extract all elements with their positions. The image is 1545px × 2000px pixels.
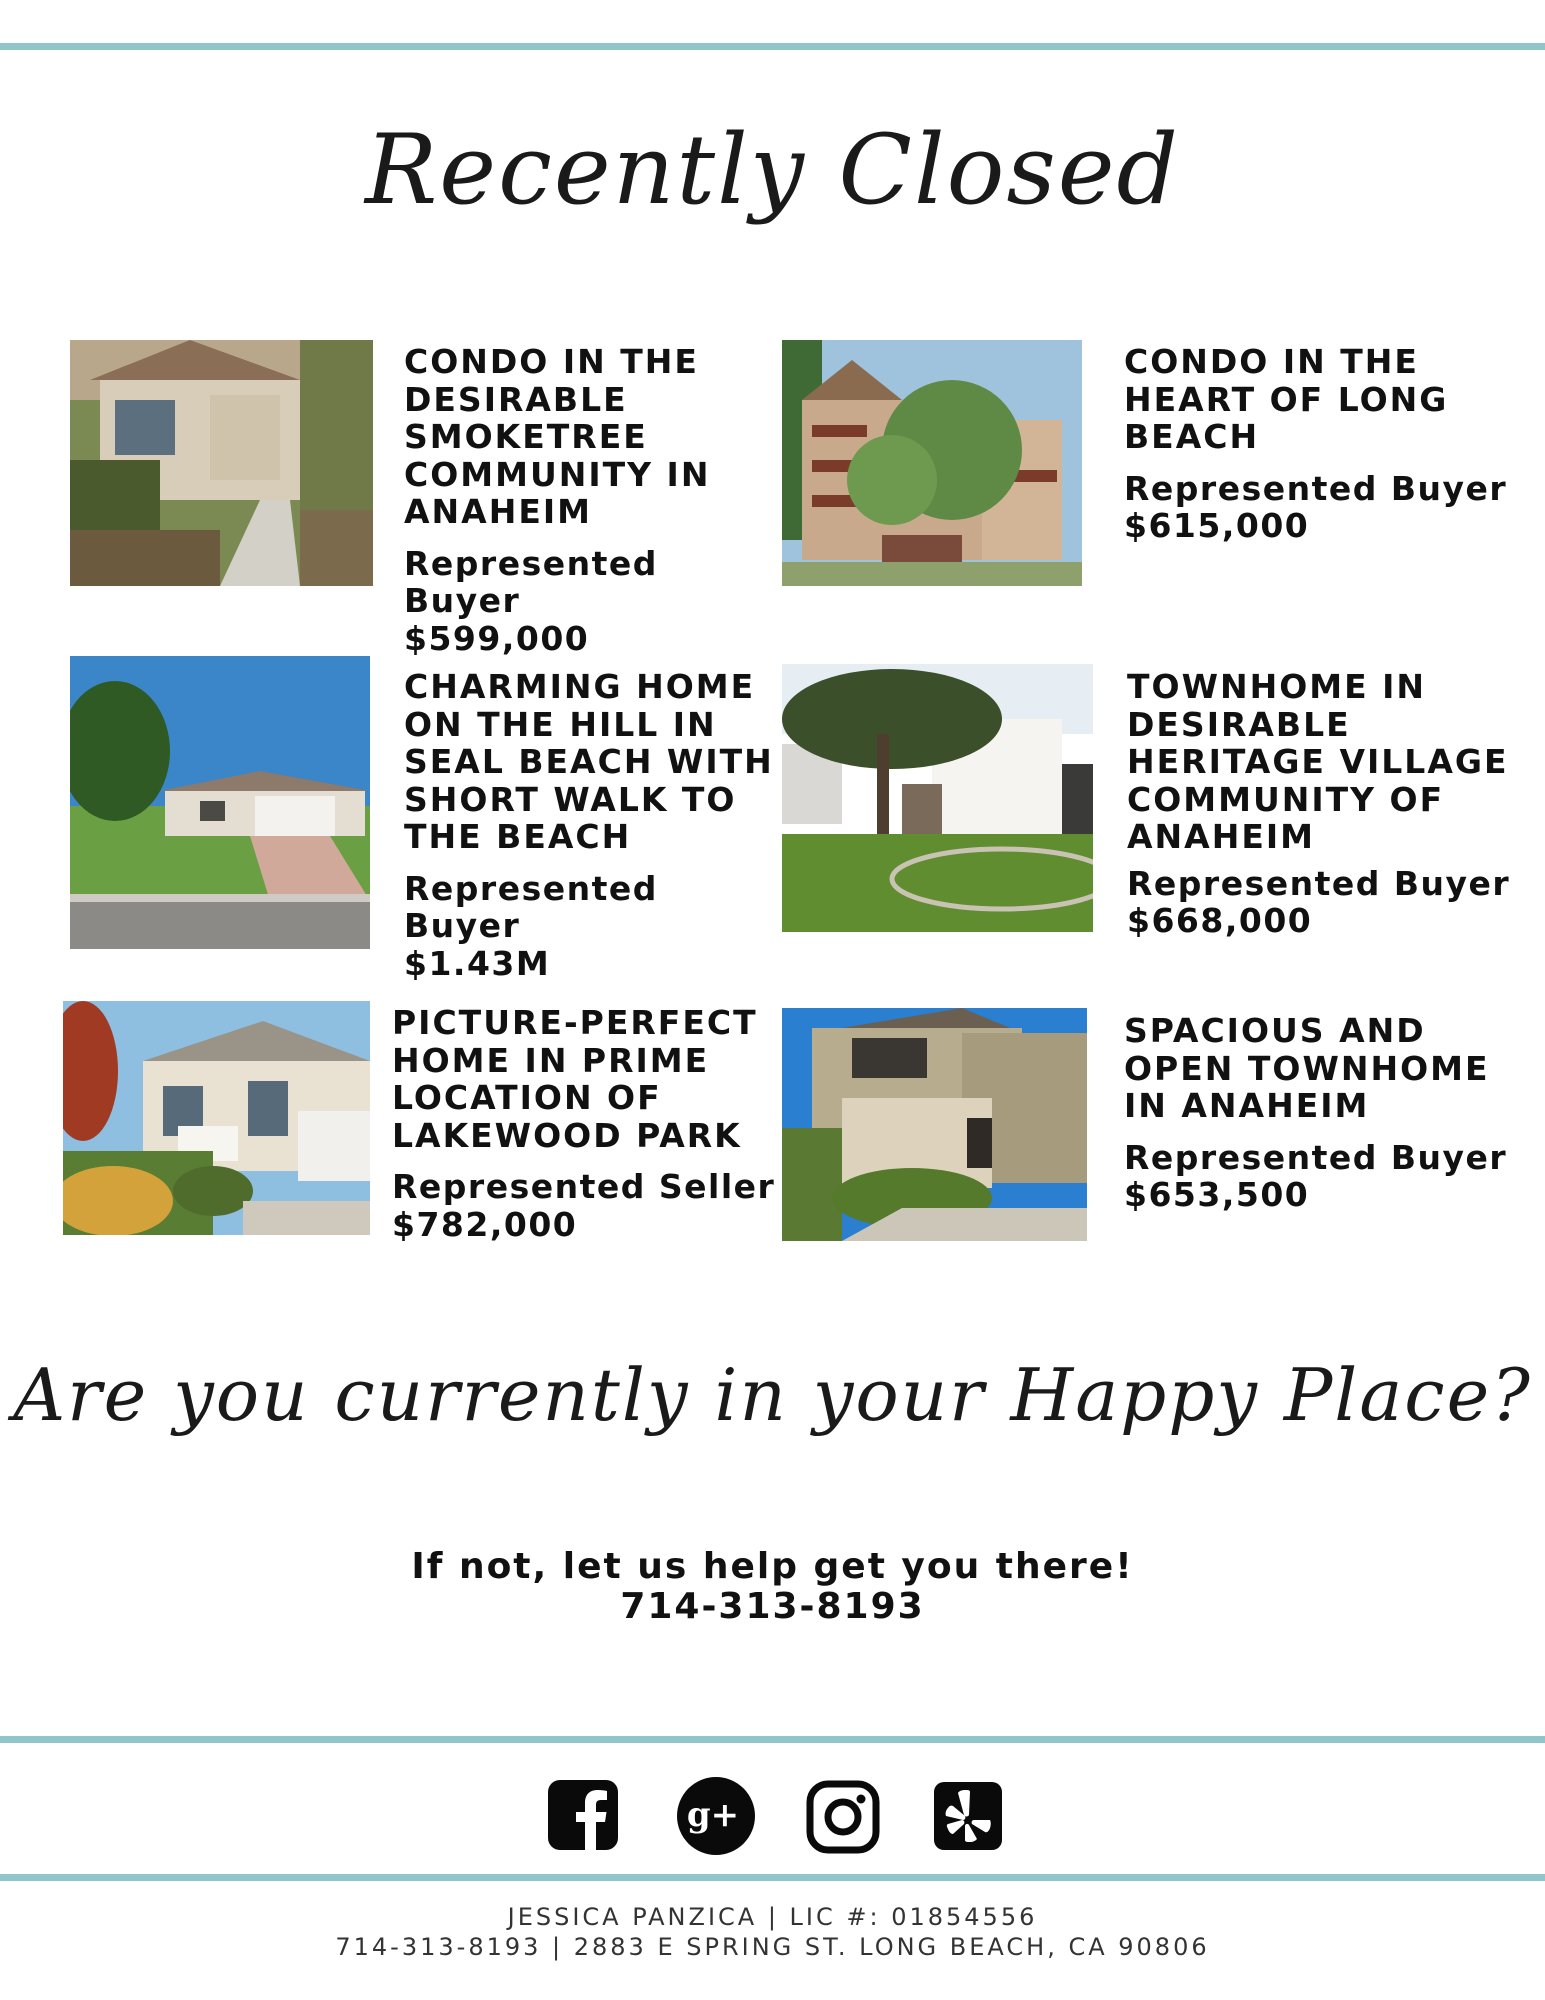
listing-price: $599,000 <box>404 618 590 658</box>
top-divider <box>0 43 1545 50</box>
listing-price: $782,000 <box>392 1204 578 1244</box>
listing-title: CHARMING HOME ON THE HILL IN SEAL BEACH WITH SHORT WALK TO THE BEACH <box>404 667 774 856</box>
listing-price: $653,500 <box>1124 1175 1310 1214</box>
instagram-icon[interactable] <box>806 1780 880 1854</box>
listing-4 <box>1127 668 1537 940</box>
bottom-divider-top <box>0 1736 1545 1743</box>
listing-6 <box>1124 1012 1524 1214</box>
cta-text: If not, let us help get you there! <box>411 1546 1134 1587</box>
listing-2 <box>1124 343 1524 545</box>
page-title: Recently Closed <box>364 114 1180 226</box>
listing-photo-4 <box>782 664 1093 932</box>
listing-role: Represented Buyer <box>1127 863 1511 903</box>
listing-title: SPACIOUS AND OPEN TOWNHOME IN ANAHEIM <box>1124 1011 1490 1125</box>
listing-photo-3 <box>70 656 370 949</box>
yelp-icon[interactable] <box>934 1782 1002 1850</box>
listing-photo-1 <box>70 340 373 586</box>
listing-title: CONDO IN THE HEART OF LONG BEACH <box>1124 342 1449 456</box>
listing-role: Represented Buyer <box>1124 1137 1508 1177</box>
listing-title: CONDO IN THE DESIRABLE SMOKETREE COMMUNITY IN ANAHEIM <box>404 342 711 531</box>
listing-role: Represented Buyer <box>1124 468 1508 508</box>
facebook-icon[interactable] <box>548 1780 618 1850</box>
listing-title: PICTURE-PERFECT HOME IN PRIME LOCATION OF LAKEWOOD PARK <box>392 1003 758 1155</box>
footer-license: JESSICA PANZICA | LIC #: 01854556 <box>507 1903 1038 1931</box>
listing-role: Represented Buyer <box>404 543 658 620</box>
listing-title: TOWNHOME IN DESIRABLE HERITAGE VILLAGE COMMUNITY OF ANAHEIM <box>1127 667 1509 856</box>
listing-1 <box>404 343 764 657</box>
listing-photo-5 <box>63 1001 370 1235</box>
footer-contact: 714-313-8193 | 2883 E SPRING ST. LONG BEACH, CA 90806 <box>335 1933 1210 1961</box>
listing-photo-6 <box>782 1008 1087 1241</box>
listing-role: Represented Buyer <box>404 868 658 945</box>
listing-3 <box>404 668 784 982</box>
listing-photo-2 <box>782 340 1082 586</box>
listing-price: $668,000 <box>1127 901 1313 940</box>
listing-price: $1.43M <box>404 943 551 983</box>
cta-phone[interactable]: 714-313-8193 <box>620 1586 925 1627</box>
google-plus-icon[interactable] <box>676 1776 756 1856</box>
listing-5 <box>392 1004 792 1243</box>
listing-role: Represented Seller <box>392 1167 776 1206</box>
listing-price: $615,000 <box>1124 506 1310 545</box>
tagline: Are you currently in your Happy Place? <box>13 1353 1532 1437</box>
bottom-divider <box>0 1874 1545 1881</box>
svg-text:g+: g+ <box>686 1795 740 1835</box>
